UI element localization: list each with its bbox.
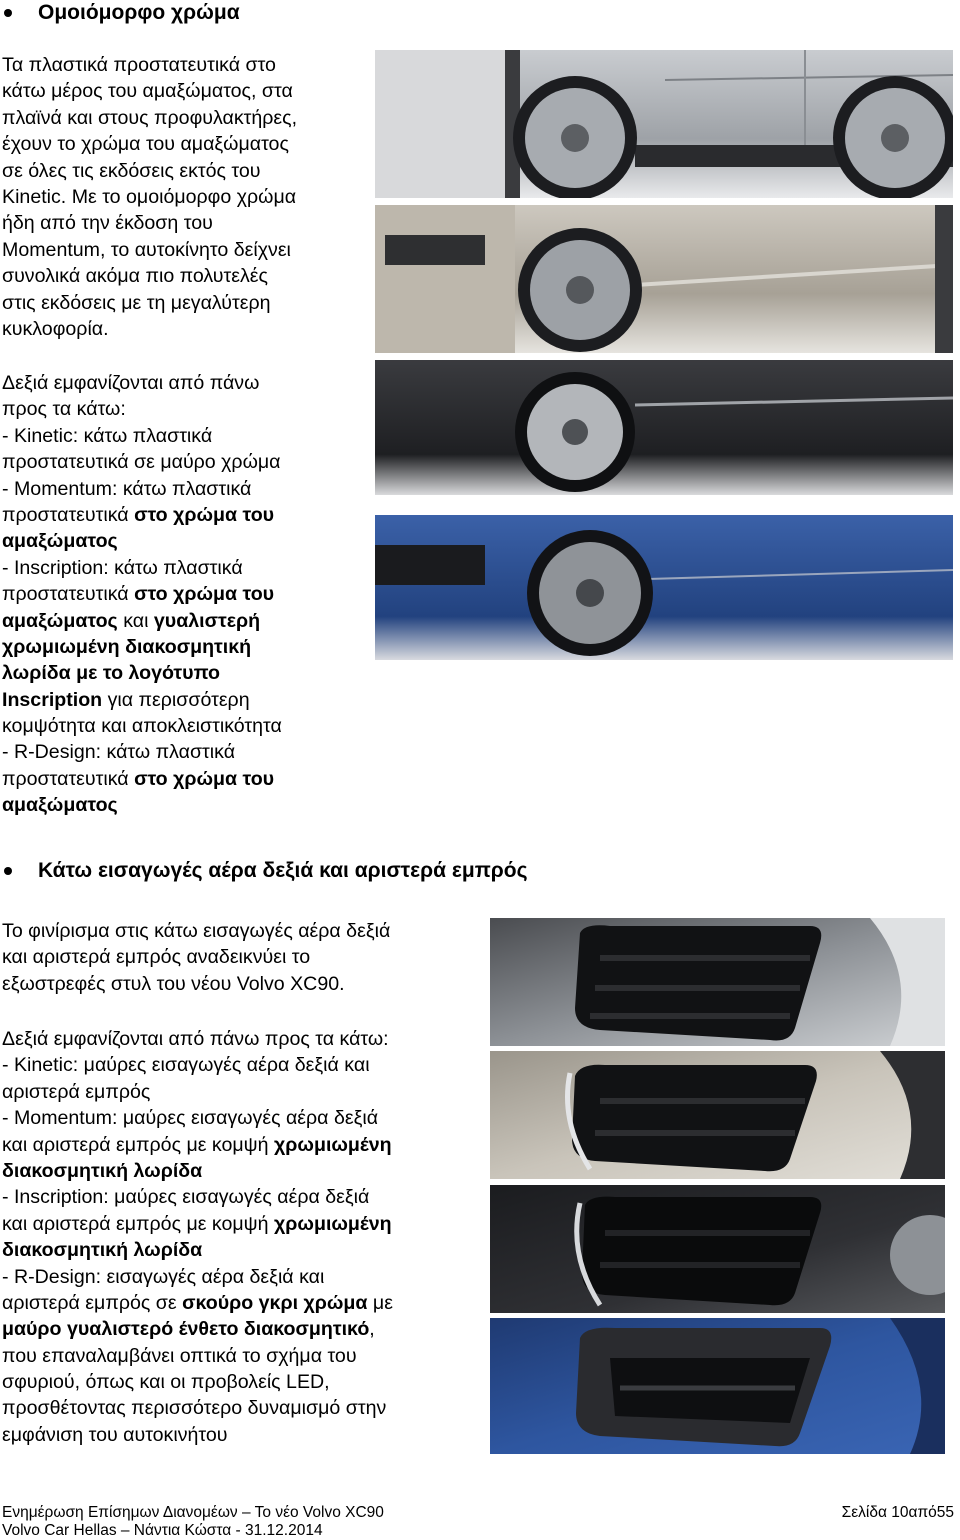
photo-momentum-side-champagne [375,205,953,353]
text-line: προστατευτικά σε μαύρο χρώμα [2,451,281,474]
text-line: προς τα κάτω: [2,398,126,421]
text-line: - Momentum: μαύρες εισαγωγές αέρα δεξιά [2,1107,379,1130]
text-line: Δεξιά εμφανίζονται από πάνω προς τα κάτω: [2,1028,389,1050]
text-line: κομψότητα και αποκλειστικότητα [2,715,282,738]
photo-rdesign-side-blue [375,515,953,660]
text-line: - Kinetic: μαύρες εισαγωγές αέρα δεξιά και [2,1054,370,1077]
text-line: εξωστρεφές στυλ του νέου Volvo XC90. [2,972,345,995]
section2-version-list [2,1026,393,1448]
text-line: Το φινίρισμα στις κάτω εισαγωγές αέρα δεξιά [2,920,391,942]
text-line: Δεξιά εμφανίζονται από πάνω [2,372,260,394]
photo-momentum-air-intake [490,1051,945,1179]
text-line: έχουν το χρώμα του αμαξώματος [2,133,289,156]
text-line: εμφάνιση του αυτοκινήτου [2,1423,228,1446]
text-line: σε όλες τις εκδόσεις εκτός του [2,159,261,182]
footer-line-1 [2,1504,960,1522]
text-line: συνολικά ακόμα πιο πολυτελές [2,265,268,288]
footer-document-title: Ενημέρωση Επίσημων Διανομέων – Το νέο Volvo XC90 [2,1504,384,1521]
heading-text: Κάτω εισαγωγές αέρα δεξιά και αριστερά εμπρός [38,859,528,882]
bullet-icon [4,9,12,17]
text-line: ήδη από την έκδοση του [2,212,213,235]
photo-rdesign-air-intake [490,1318,945,1454]
text-line: προστατευτικά στο χρώμα του [2,583,275,606]
photo-inscription-side-black [375,360,953,495]
text-line: αμαξώματος [2,794,118,817]
text-line: σφυριού, όπως και οι προβολείς LED, [2,1371,330,1394]
footer-author-date: Volvo Car Hellas – Νάντια Κώστα - 31.12.2014 [2,1522,323,1539]
footer-line-2 [2,1522,960,1540]
text-line: στις εκδόσεις με τη μεγαλύτερη [2,291,271,314]
text-line: - Inscription: μαύρες εισαγωγές αέρα δεξιά [2,1186,370,1209]
text-line: χρωμιωμένη διακοσμητική [2,635,252,658]
text-line: - R-Design: εισαγωγές αέρα δεξιά και [2,1265,325,1288]
text-line: πλαϊνά και στους προφυλακτήρες, [2,106,298,129]
heading-text: Ομοιόμορφο χρώμα [38,1,240,24]
text-line: Momentum, το αυτοκίνητο δείχνει [2,238,291,261]
text-line: αριστερά εμπρός σε σκούρο γκρι χρώμα με [2,1291,393,1314]
text-line: διακοσμητική λωρίδα [2,1239,203,1262]
text-line: - R-Design: κάτω πλαστικά [2,741,236,764]
text-line: και αριστερά εμπρός με κομψή χρωμιωμένη [2,1212,392,1235]
section2-intro [2,918,390,997]
text-line: αμαξώματος και γυαλιστερή [2,609,261,632]
text-line: και αριστερά εμπρός με κομψή χρωμιωμένη [2,1133,392,1156]
footer-page-number: Σελίδα 10από55 [841,1504,954,1521]
text-line: Kinetic. Με το ομοιόμορφο χρώμα [2,185,297,208]
text-line: που επαναλαμβάνει οπτικά το σχήμα του [2,1344,357,1367]
photo-kinetic-side-silver [375,50,953,198]
text-line: λωρίδα με το λογότυπο [2,662,221,685]
text-line: μαύρο γυαλιστερό ένθετο διακοσμητικό, [2,1318,375,1341]
text-line: αμαξώματος [2,530,118,553]
text-line: προσθέτοντας περισσότερο δυναμισμό στην [2,1397,387,1420]
text-line: κυκλοφορία. [2,317,109,340]
text-line: προστατευτικά στο χρώμα του [2,767,275,790]
bullet-icon [4,867,12,875]
text-line: - Momentum: κάτω πλαστικά [2,477,252,500]
text-line: - Inscription: κάτω πλαστικά [2,556,243,579]
text-line: προστατευτικά στο χρώμα του [2,503,275,526]
section1-intro [2,52,297,342]
text-line: - Kinetic: κάτω πλαστικά [2,424,213,447]
text-line: Τα πλαστικά προστατευτικά στο [2,54,276,76]
text-line: Inscription για περισσότερη [2,688,250,711]
photo-kinetic-air-intake [490,918,945,1046]
section1-version-list [2,370,282,819]
photo-inscription-air-intake [490,1185,945,1313]
text-line: κάτω μέρος του αμαξώματος, στα [2,80,293,103]
text-line: αριστερά εμπρός [2,1080,151,1103]
text-line: διακοσμητική λωρίδα [2,1159,203,1182]
text-line: και αριστερά εμπρός αναδεικνύει το [2,946,311,969]
